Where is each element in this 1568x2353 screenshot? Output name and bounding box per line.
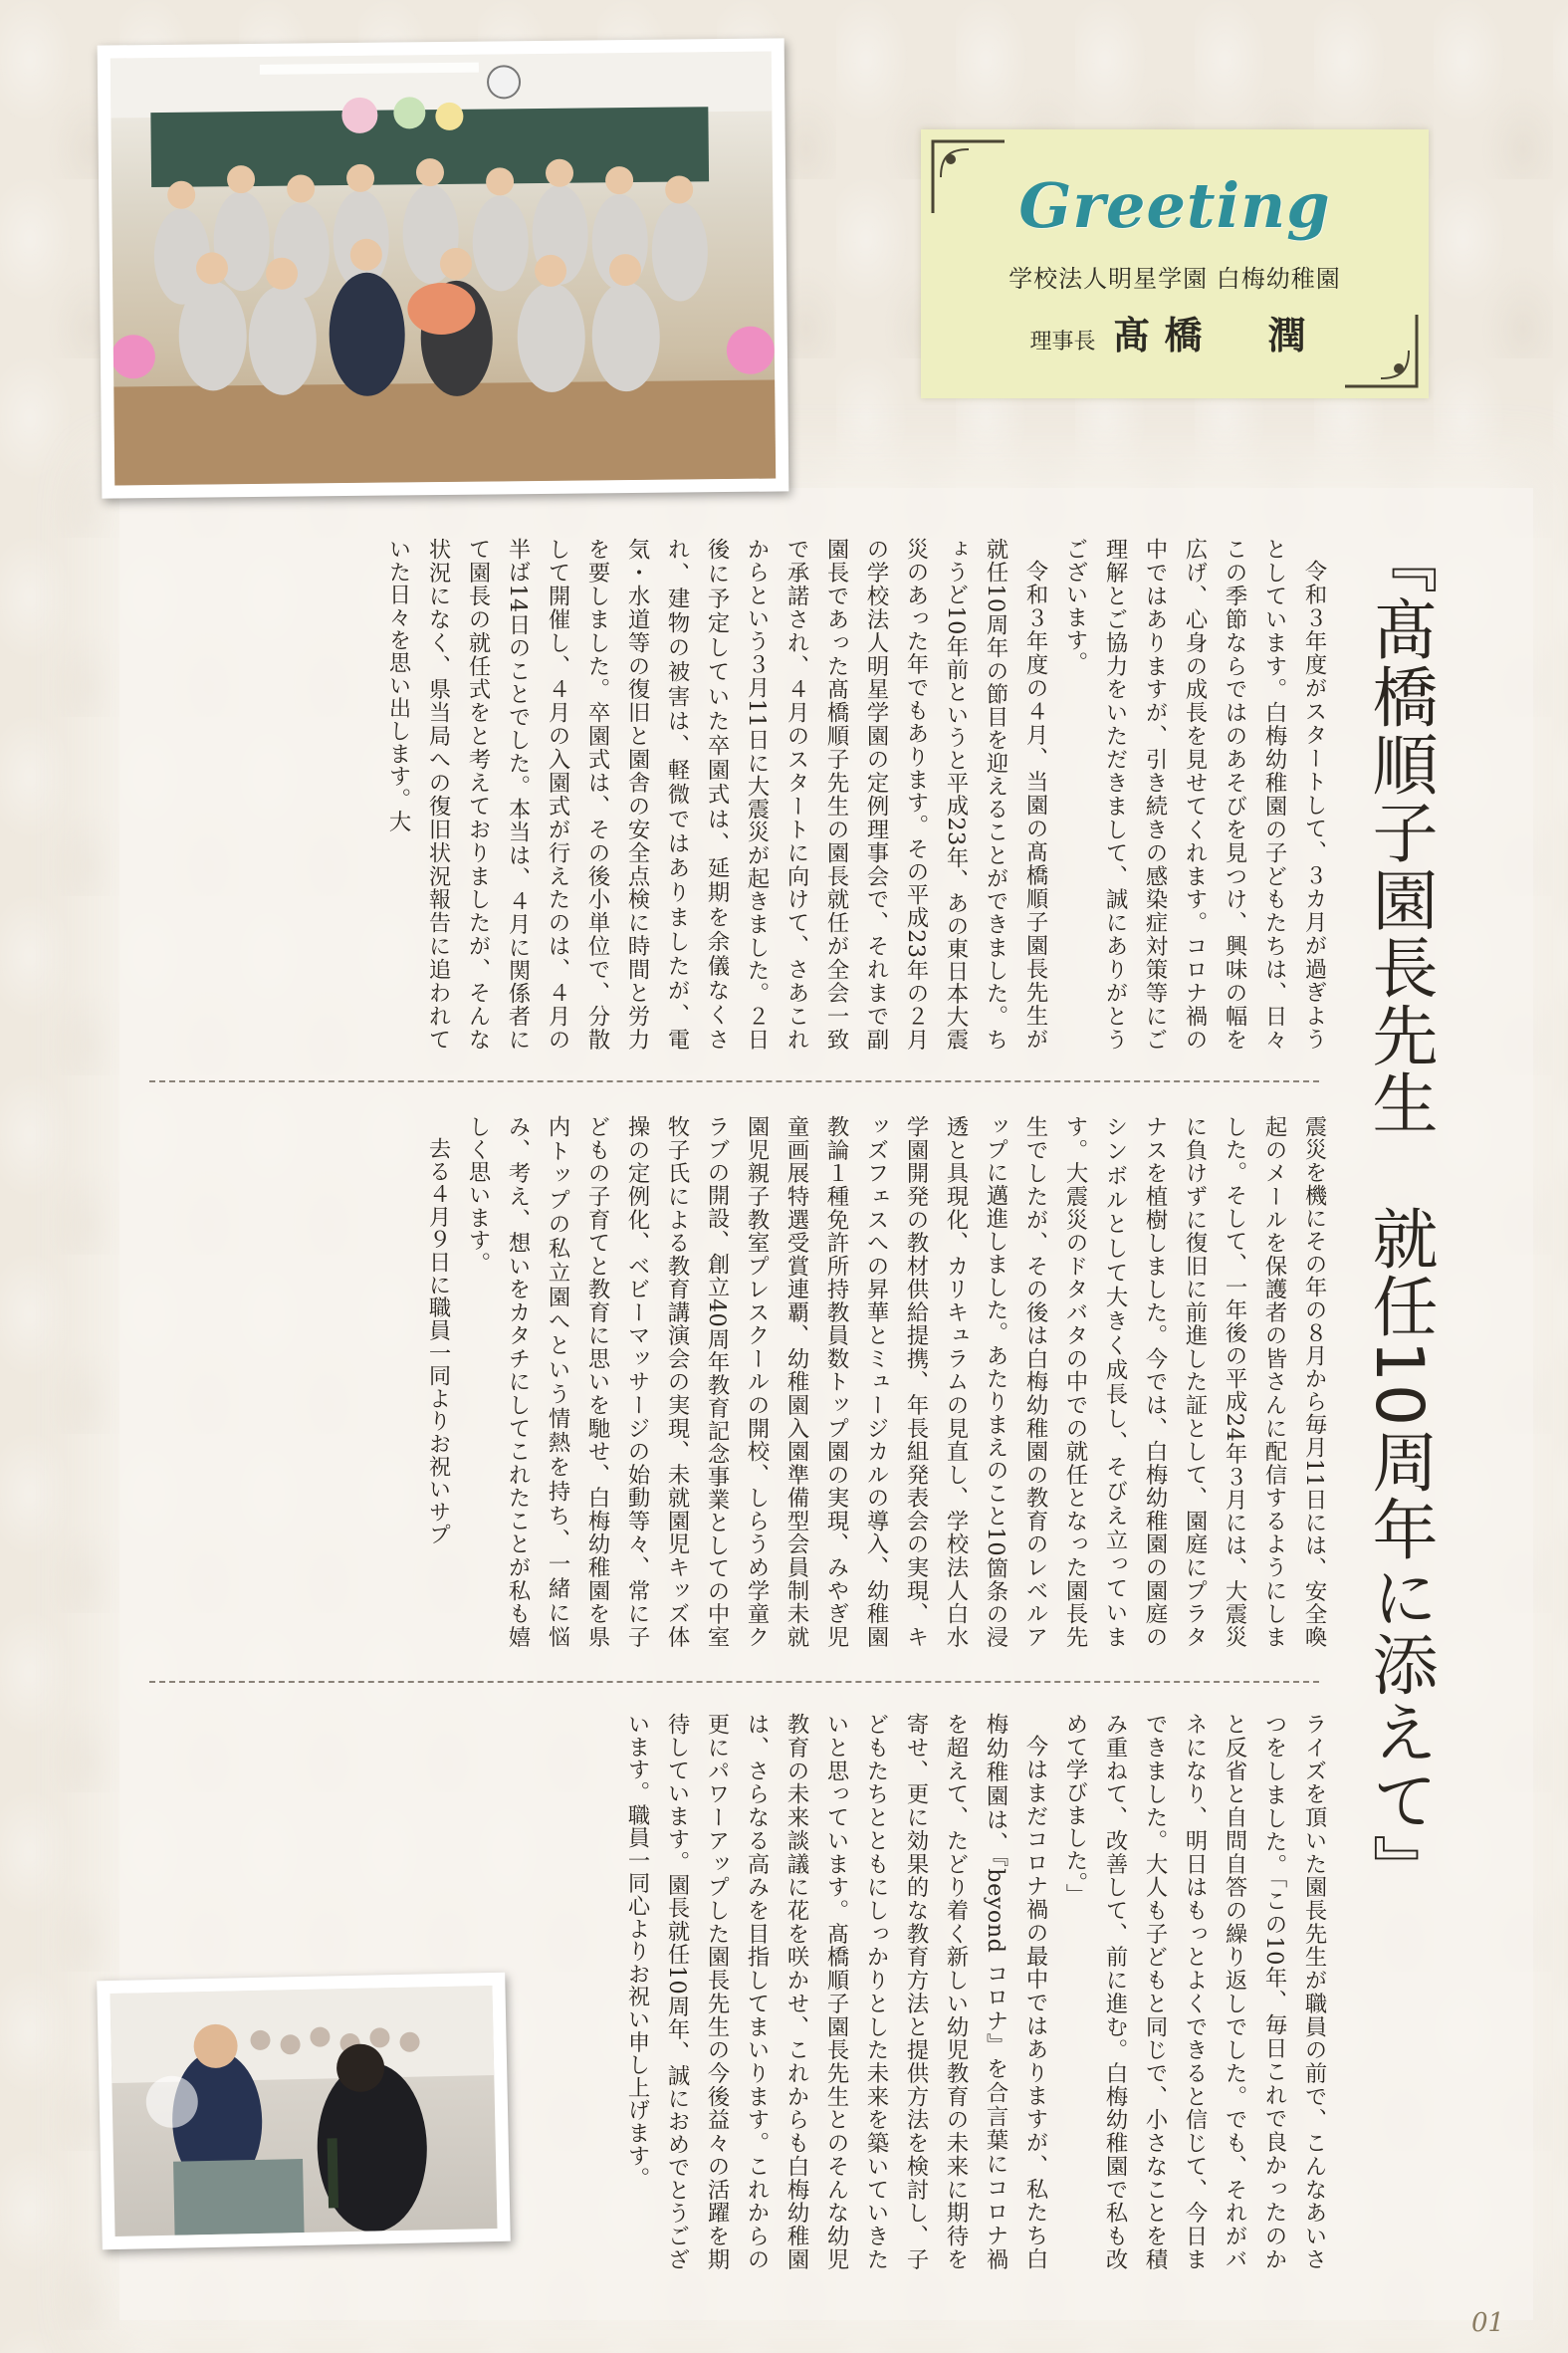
greeting-name: 髙橋 潤 bbox=[1112, 313, 1320, 357]
greeting-box bbox=[921, 129, 1429, 398]
column-divider bbox=[149, 1080, 1319, 1082]
celebration-photo-image bbox=[110, 1986, 497, 2236]
paragraph: 令和３年度の４月、当園の髙橋順子園長先生が就任10周年の節目を迎えることができました。ちょうど10年前というと平成23年、あの東日本大震災のあった年でもあります。その平成23年の２月の学校法人明星学園の定例理事会で、それまで副園長であった髙橋順子先生の園長就任が全会一致で承諾され、４月のスタートに向けて、さあこれからという３月11日に大震災が起きました。２日後に予定していた卒園式は、延期を余儀なくされ、建物の被害は、軽微ではありましたが、電気・水道等の復旧と園舎の安全点検に時間と労力を要しました。卒園式は、その後小単位で、分散して開催し、４月の入園式が行えたのは、４月の半ば14日のことでした。本当は、４月に関係者にて園長の就任式をと考えておりましたが、そんな状況になく、県当局への復旧状況報告に追われていた日々を思い出します。大 bbox=[385, 538, 1048, 1051]
paragraph: 令和３年度がスタートして、３カ月が過ぎようとしています。白梅幼稚園の子どもたちは、日々この季節ならではのあそびを見つけ、興味の幅を広げ、心身の成長を見せてくれます。コロナ禍の中ではありますが、引き続きの感染症対策等にご理解とご協力をいただきまして、誠にありがとうございます。 bbox=[1062, 538, 1327, 1051]
page-number: 01 bbox=[1471, 2308, 1505, 2338]
greeting-role: 理事長 bbox=[1029, 330, 1096, 354]
group-photo-illustration bbox=[111, 52, 776, 486]
staff-group-photo-image bbox=[111, 52, 776, 486]
greeting-organization: 学校法人明星学園 白梅幼稚園 bbox=[1008, 265, 1341, 293]
staff-group-photo bbox=[98, 38, 789, 498]
paragraph: 去る４月９日に職員一同よりお祝いサプ bbox=[425, 1137, 451, 1546]
paragraph: ライズを頂いた園長先生が職員の前で、こんなあいさつをしました。「この10年、毎日これで良かったのかと反省と自問自答の繰り返しでした。でも、それがバネになり、明日はもっとよくできると信じて、今日まできました。大人も子どもと同じで、小さなことを積み重ねて、改善して、前に進む。白梅幼稚園で私も改めて学びました。」 bbox=[1062, 1713, 1327, 2270]
article-column-1 bbox=[159, 538, 1334, 1051]
celebration-photo bbox=[97, 1973, 511, 2250]
celebration-photo-illustration bbox=[110, 1986, 497, 2236]
greeting-title: Greeting bbox=[1018, 169, 1331, 242]
greeting-signature bbox=[921, 305, 1429, 359]
column-divider bbox=[149, 1681, 1319, 1683]
article-headline: 『髙橋順子園長先生 就任10周年に添えて』 bbox=[1361, 528, 1438, 1902]
article-column-2 bbox=[159, 1115, 1334, 1648]
paragraph: 今はまだコロナ禍の最中ではありますが、私たち白梅幼稚園は、『beyond コロナ』を合言葉にコロナ禍を超えて、たどり着く新しい幼児教育の未来に期待を寄せ、更に効果的な教育方法と提供方法を検討し、子どもたちとともにしっかりとした未来を築いていきたいと思っています。髙橋順子園長先生とのそんな幼児教育の未来談議に花を咲かせ、これからも白梅幼稚園は、さらなる高みを目指してまいります。これからの更にパワーアップした園長先生の今後益々の活躍を期待しています。園長就任10周年、誠におめでとうございます。職員一同心よりお祝い申し上げます。 bbox=[624, 1713, 1048, 2270]
paragraph: 震災を機にその年の８月から毎月11日には、安全喚起のメールを保護者の皆さんに配信するようにしました。そして、一年後の平成24年３月には、大震災に負けずに復旧に前進した証として、園庭にプラタナスを植樹しました。今では、白梅幼稚園の園庭のシンボルとして大きく成長し、そびえ立っています。大震災のドタバタの中での就任となった園長先生でしたが、その後は白梅幼稚園の教育のレベルアップに邁進しました。あたりまえのこと10箇条の浸透と具現化、カリキュラムの見直し、学校法人白水学園開発の教材供給提携、年長組発表会の実現、キッズフェスへの昇華とミュージカルの導入、幼稚園教論１種免許所持教員数トップ園の実現、みやぎ児童画展特選受賞連覇、幼稚園入園準備型会員制未就園児親子教室プレスクールの開校、しらうめ学童クラブの開設、創立40周年教育記念事業としての中室牧子氏による教育講演会の実現、未就園児キッズ体操の定例化、ベビーマッサージの始動等々、常に子どもの子育てと教育に思いを馳せ、白梅幼稚園を県内トップの私立園へという情熱を持ち、一緒に悩み、考え、想いをカタチにしてこれたことが私も嬉しく思います。 bbox=[465, 1115, 1327, 1648]
